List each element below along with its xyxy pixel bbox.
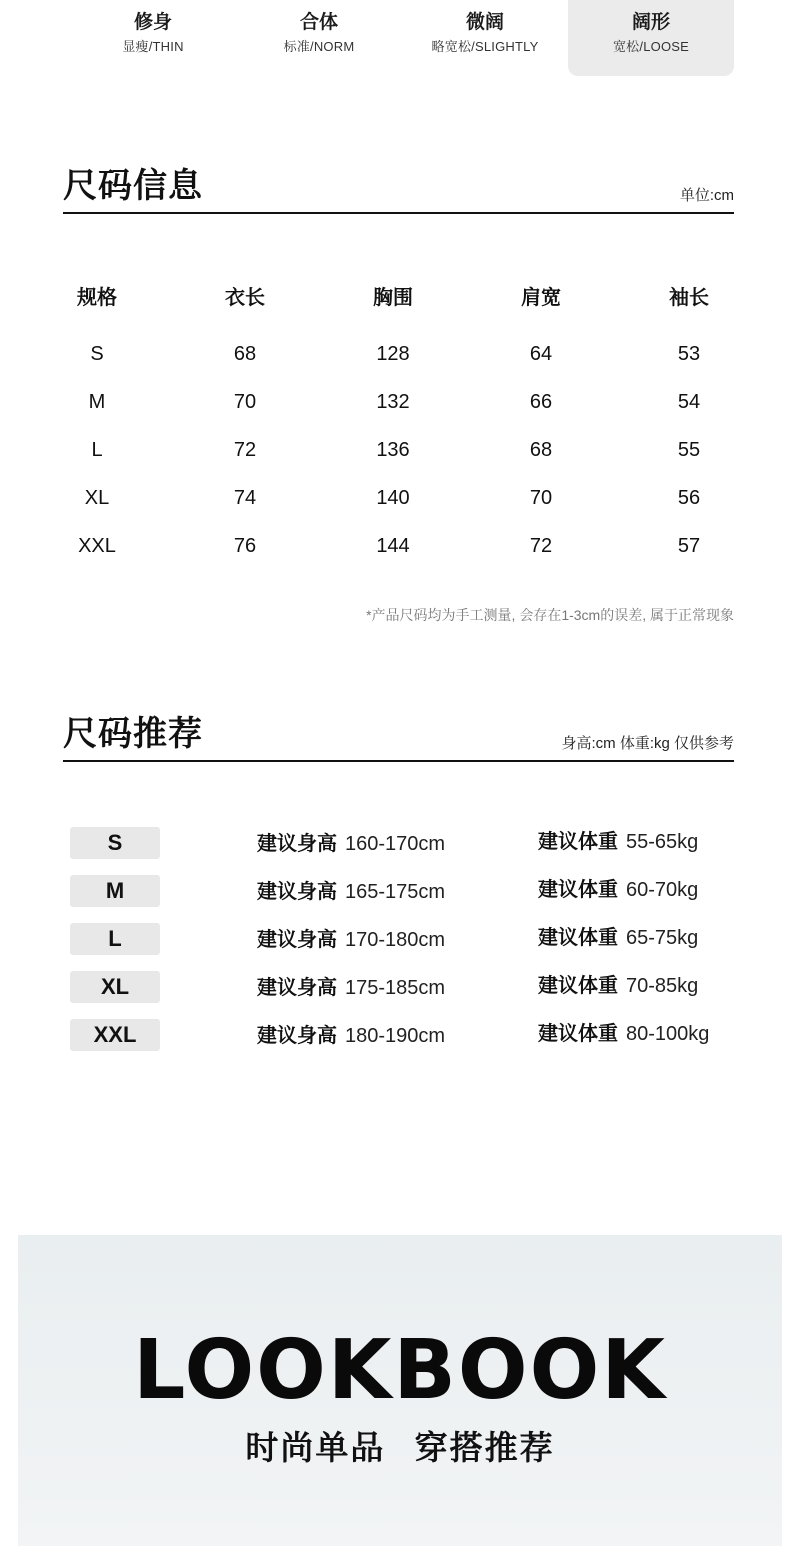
recommended-height	[257, 876, 445, 908]
section-title: 尺码信息	[63, 167, 203, 205]
table-cell: M	[88, 390, 106, 413]
fit-tab-sublabel: 标准/NORM	[283, 39, 355, 54]
height-value: 165-175cm	[345, 881, 446, 903]
recommended-weight	[538, 1018, 709, 1050]
table-cell: 55	[677, 438, 701, 461]
recommended-weight	[538, 970, 698, 1002]
lookbook-subtitle: 时尚单品 穿搭推荐	[245, 1429, 555, 1466]
table-cell: 144	[376, 534, 410, 557]
size-info-header	[63, 168, 734, 214]
column-header: 胸围	[373, 286, 413, 309]
table-row	[23, 426, 763, 474]
height-label: 建议身高	[257, 1025, 337, 1047]
list-item	[70, 874, 750, 922]
size-chip: S	[70, 827, 160, 859]
height-label: 建议身高	[257, 881, 337, 903]
fit-tab-thin[interactable]	[70, 0, 236, 76]
table-cell: 56	[677, 486, 701, 509]
table-cell: XXL	[78, 534, 116, 557]
unit-label: 单位:cm	[679, 187, 734, 204]
weight-label: 建议体重	[538, 927, 618, 949]
column-header: 袖长	[669, 286, 709, 309]
recommended-weight	[538, 874, 698, 906]
weight-value: 80-100kg	[626, 1023, 710, 1045]
table-cell: L	[91, 438, 103, 461]
size-recommend-list	[70, 826, 750, 1066]
recommended-weight	[538, 922, 698, 954]
recommended-height	[257, 924, 445, 956]
table-cell: 70	[529, 486, 553, 509]
recommended-height	[257, 1020, 445, 1052]
table-cell: 64	[529, 342, 553, 365]
column-header: 衣长	[225, 286, 265, 309]
weight-value: 65-75kg	[626, 927, 699, 949]
fit-tab-label: 修身	[133, 12, 172, 33]
size-table	[23, 272, 763, 570]
height-value: 180-190cm	[345, 1025, 446, 1047]
height-label: 建议身高	[257, 929, 337, 951]
table-row	[23, 378, 763, 426]
table-cell: 136	[376, 438, 410, 461]
list-item	[70, 826, 750, 874]
table-cell: 57	[677, 534, 701, 557]
height-label: 建议身高	[257, 833, 337, 855]
fit-tab-loose[interactable]	[568, 0, 734, 76]
weight-label: 建议体重	[538, 879, 618, 901]
recommended-height	[257, 972, 445, 1004]
table-cell: 66	[529, 390, 553, 413]
weight-value: 60-70kg	[626, 879, 699, 901]
weight-label: 建议体重	[538, 975, 618, 997]
table-cell: 70	[233, 390, 257, 413]
fit-tab-sublabel: 显瘦/THIN	[122, 39, 184, 54]
table-row	[23, 522, 763, 570]
lookbook-banner	[18, 1235, 782, 1546]
list-item	[70, 1018, 750, 1066]
size-chip: M	[70, 875, 160, 907]
table-cell: 76	[233, 534, 257, 557]
table-cell: S	[90, 342, 104, 365]
fit-tab-label: 微阔	[465, 12, 504, 33]
size-recommend-header	[63, 716, 734, 762]
fit-tab-label: 阔形	[631, 12, 670, 33]
table-cell: 74	[233, 486, 257, 509]
measurement-note: *产品尺码均为手工测量, 会存在1-3cm的误差, 属于正常现象	[366, 607, 734, 623]
size-chip: L	[70, 923, 160, 955]
table-header-row	[23, 272, 763, 318]
weight-value: 55-65kg	[626, 831, 699, 853]
weight-label: 建议体重	[538, 831, 618, 853]
table-row	[23, 474, 763, 522]
height-value: 160-170cm	[345, 833, 446, 855]
weight-value: 70-85kg	[626, 975, 699, 997]
size-chip: XXL	[70, 1019, 160, 1051]
column-header: 肩宽	[521, 286, 561, 309]
table-cell: 68	[529, 438, 553, 461]
weight-label: 建议体重	[538, 1023, 618, 1045]
fit-tab-label: 合体	[299, 12, 338, 33]
table-cell: 140	[376, 486, 410, 509]
unit-label: 身高:cm 体重:kg 仅供参考	[561, 735, 734, 752]
table-cell: 68	[233, 342, 257, 365]
table-cell: 72	[529, 534, 553, 557]
fit-tab-sublabel: 宽松/LOOSE	[612, 39, 689, 54]
section-title: 尺码推荐	[63, 715, 203, 753]
table-cell: 53	[677, 342, 701, 365]
lookbook-title: LOOKBOOK	[133, 1323, 667, 1418]
fit-tab-slightly[interactable]	[402, 0, 568, 76]
recommended-weight	[538, 826, 698, 858]
height-value: 170-180cm	[345, 929, 446, 951]
fit-type-tabs	[70, 0, 734, 76]
table-cell: 54	[677, 390, 701, 413]
list-item	[70, 922, 750, 970]
height-label: 建议身高	[257, 977, 337, 999]
table-cell: 132	[376, 390, 410, 413]
fit-tab-norm[interactable]	[236, 0, 402, 76]
fit-tab-sublabel: 略宽松/SLIGHTLY	[431, 39, 539, 54]
column-header: 规格	[77, 286, 117, 309]
table-cell: XL	[84, 486, 110, 509]
recommended-height	[257, 828, 445, 860]
list-item	[70, 970, 750, 1018]
size-chip: XL	[70, 971, 160, 1003]
table-cell: 128	[376, 342, 410, 365]
table-row	[23, 330, 763, 378]
table-cell: 72	[233, 438, 257, 461]
height-value: 175-185cm	[345, 977, 446, 999]
